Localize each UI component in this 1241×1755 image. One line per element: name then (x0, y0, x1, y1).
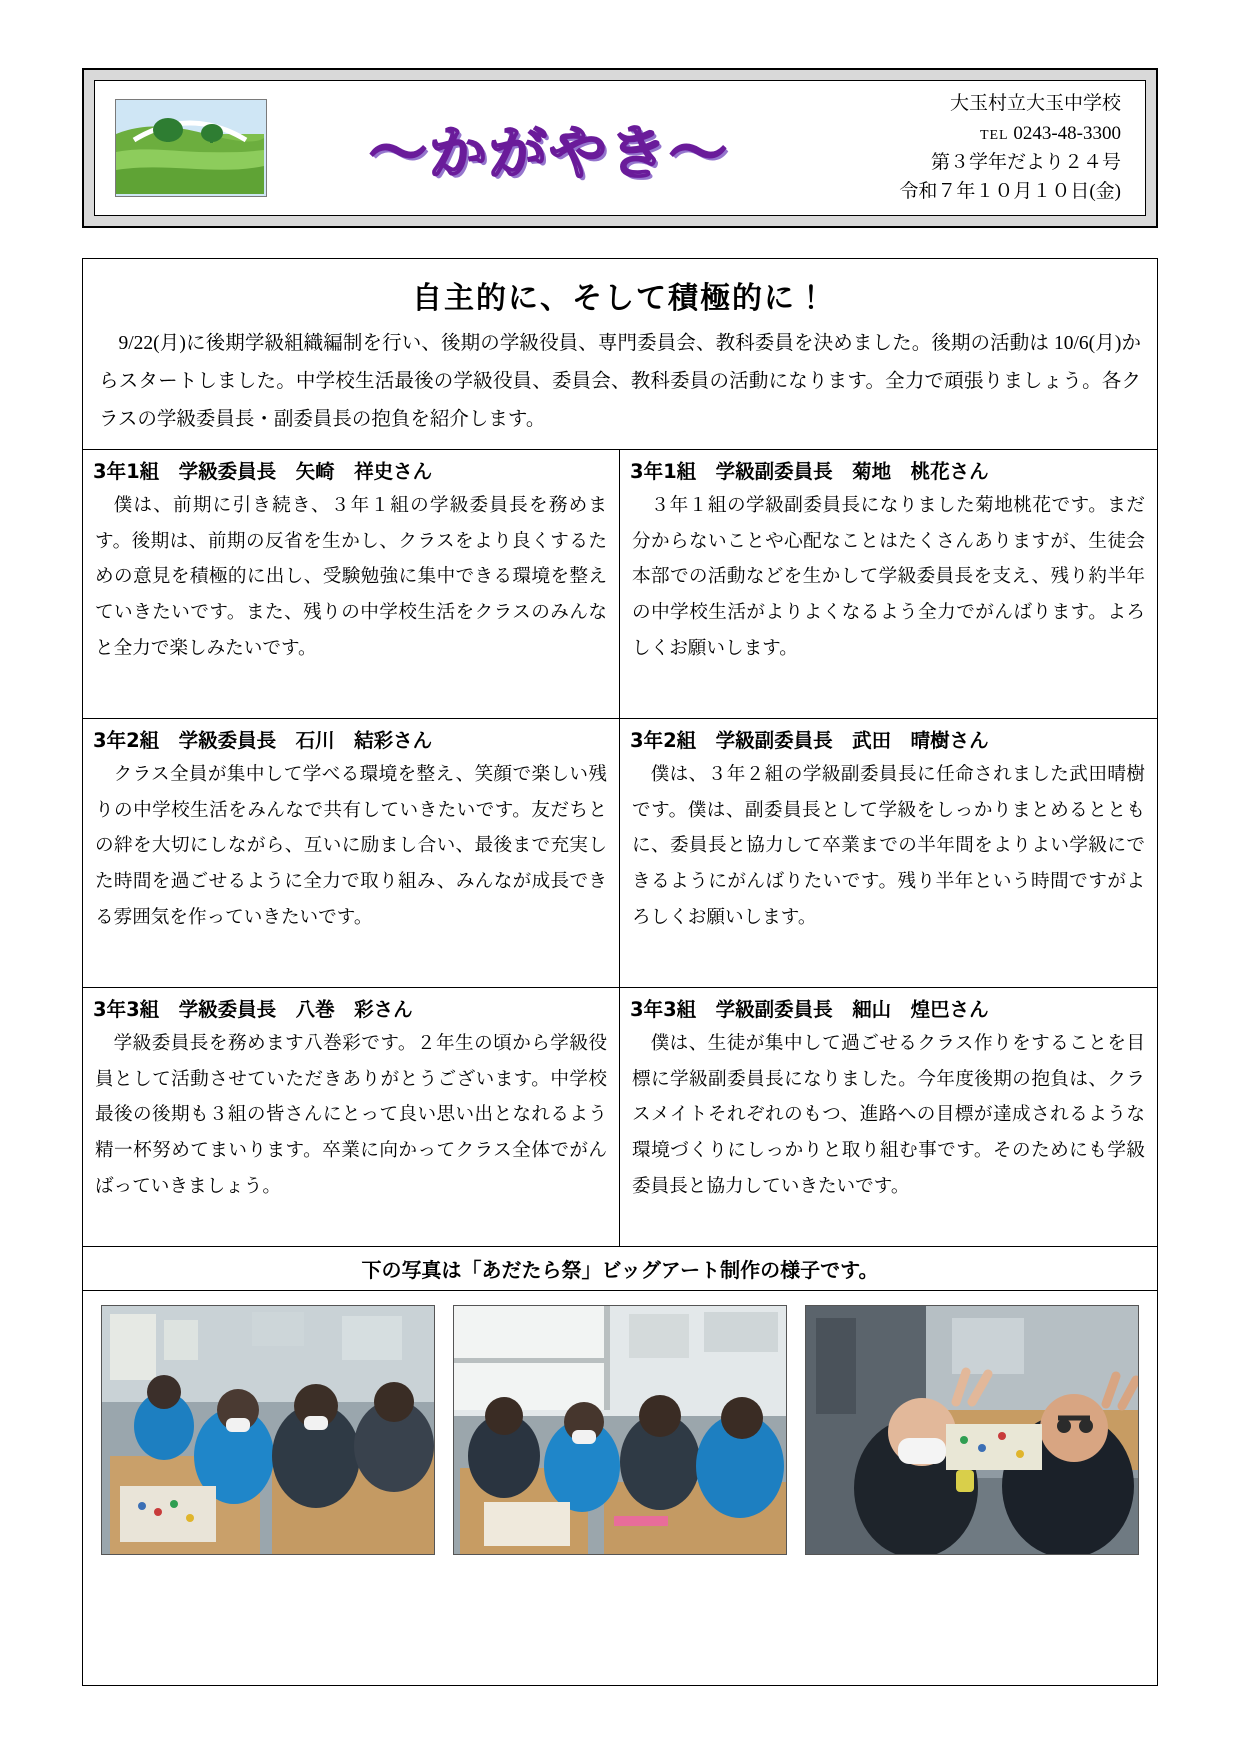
photo-1 (101, 1305, 435, 1555)
tel-label: TEL (979, 127, 1009, 143)
body-frame (82, 258, 1158, 1686)
intro-paragraph (83, 325, 1157, 449)
photo-2 (453, 1305, 787, 1555)
officer-body (83, 1026, 619, 1246)
officer-heading: 3年1組 学級委員長 矢崎 祥史さん (93, 460, 433, 484)
newsletter-title: ～かがやき～ (368, 119, 729, 187)
header-inner (94, 80, 1146, 216)
school-tel (831, 119, 1121, 148)
officer-cell (83, 988, 620, 1247)
officer-text: 学級委員長を務めます八巻彩です。２年生の頃から学級役員として活動させていただきありがとうございます。中学校最後の後期も３組の皆さんにとって良い思い出となれるよう精一杯努めてまいります。卒業に向かってクラス全体でがんばっていきましょう。 (95, 1033, 607, 1197)
officer-heading: 3年2組 学級副委員長 武田 晴樹さん (630, 729, 989, 753)
officer-text: ３年１組の学級副委員長になりました菊地桃花です。まだ分からないことや心配なことはたくさんありますが、生徒会本部での活動などを生かして学級委員長を支え、残り約半年の中学校生活がよりよくなるよう全力でがんばります。よろしくお願いします。 (632, 495, 1145, 659)
officer-cell (620, 719, 1157, 988)
officer-cell (620, 450, 1157, 719)
school-name: 大玉村立大玉中学校 (949, 93, 1121, 115)
officer-body (620, 488, 1157, 718)
photo-row (83, 1291, 1157, 1571)
issue-date: 令和７年１０月１０日(金) (899, 181, 1121, 203)
officer-heading: 3年2組 学級委員長 石川 結彩さん (93, 729, 433, 753)
officer-cell (83, 719, 620, 988)
officer-body (83, 757, 619, 987)
school-info (831, 89, 1145, 207)
intro-text: 9/22(月)に後期学級組織編制を行い、後期の学級役員、専門委員会、教科委員を決めました。後期の活動は 10/6(月)からスタートしました。中学校生活最後の学級役員、委員会、教科委員の活動になります。全力で頑張りましょう。各クラスの学級委員長・副委員長の抱負を紹介します。 (99, 333, 1141, 431)
issue-number: 第３学年だより２４号 (930, 152, 1121, 173)
officer-grid (83, 449, 1157, 1247)
tel-number: 0243-48-3300 (1013, 122, 1121, 144)
officer-text: クラス全員が集中して学べる環境を整え、笑顔で楽しい残りの中学校生活をみんなで共有していきたいです。友だちとの絆を大切にしながら、互いに励まし合い、最後まで充実した時間を過ごせるように全力で取り組み、みんなが成長できる雰囲気を作っていきたいです。 (95, 764, 607, 928)
officer-cell (83, 450, 620, 719)
header-banner (82, 68, 1158, 228)
officer-body (620, 1026, 1157, 1246)
officer-cell (620, 988, 1157, 1247)
photo-section-caption: 下の写真は「あだたら祭」ビッグアート制作の様子です。 (83, 1247, 1157, 1291)
officer-text: 僕は、前期に引き続き、３年１組の学級委員長を務めます。後期は、前期の反省を生かし、クラスをより良くするための意見を積極的に出し、受験勉強に集中できる環境を整えていきたいです。また、残りの中学校生活をクラスのみんなと全力で楽しみたいです。 (95, 495, 607, 659)
officer-body (83, 488, 619, 718)
school-logo-icon (115, 99, 267, 197)
section-headline: 自主的に、そして積極的に！ (412, 281, 828, 316)
officer-heading: 3年3組 学級副委員長 細山 煌巴さん (630, 998, 989, 1022)
photo-3 (805, 1305, 1139, 1555)
title-wrap (267, 81, 831, 215)
officer-heading: 3年3組 学級委員長 八巻 彩さん (93, 998, 413, 1022)
officer-heading: 3年1組 学級副委員長 菊地 桃花さん (630, 460, 989, 484)
officer-text: 僕は、３年２組の学級副委員長に任命されました武田晴樹です。僕は、副委員長として学級をしっかりまとめるとともに、委員長と協力して卒業までの半年間をよりよい学級にできるようにがんばりたいです。残り半年という時間ですがよろしくお願いします。 (632, 764, 1145, 928)
officer-body (620, 757, 1157, 987)
officer-text: 僕は、生徒が集中して過ごせるクラス作りをすることを目標に学級副委員長になりました。今年度後期の抱負は、クラスメイトそれぞれのもつ、進路への目標が達成されるような環境づくりにしっかりと取り組む事です。そのためにも学級委員長と協力していきたいです。 (632, 1033, 1145, 1197)
